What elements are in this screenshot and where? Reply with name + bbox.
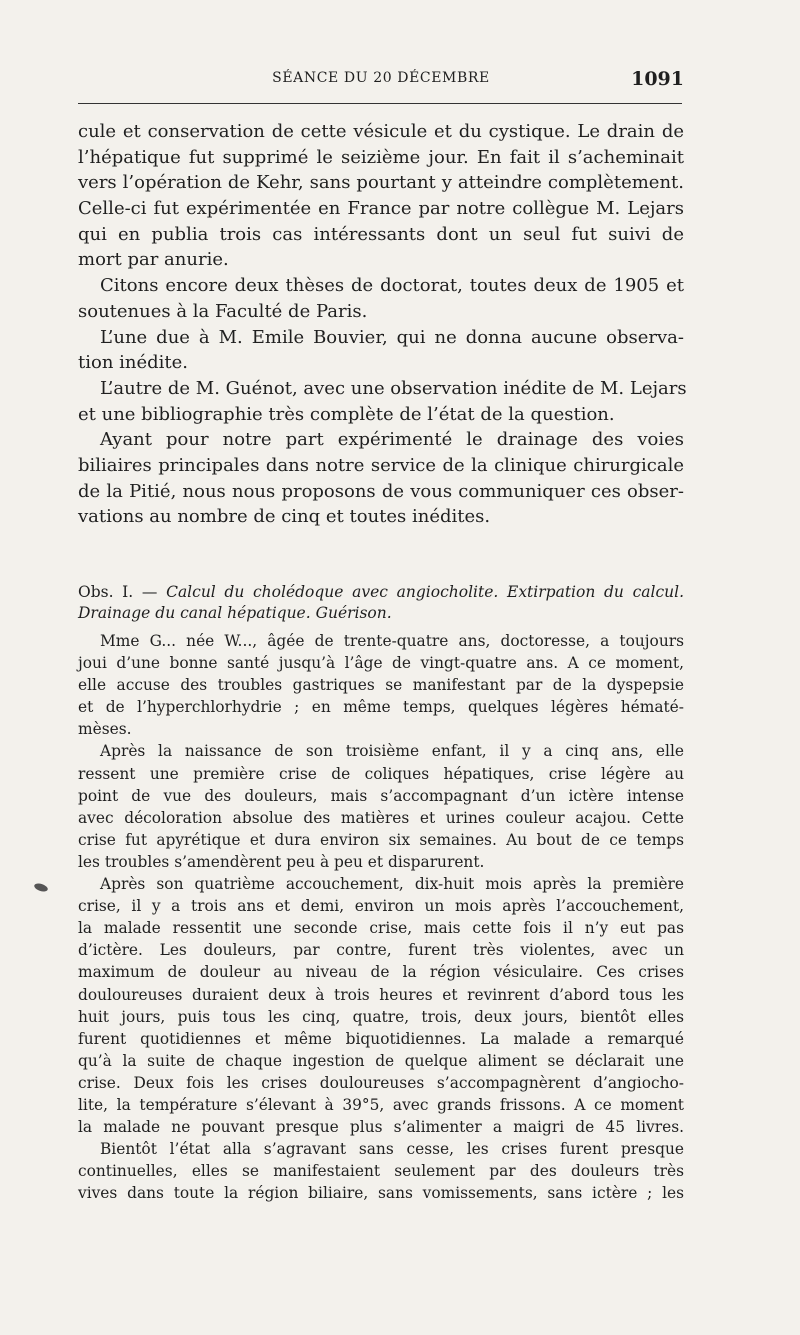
page-header bbox=[78, 62, 684, 92]
text-line: joui d’une bonne santé jusqu’à l’âge de vingt-quatre ans. A ce moment, bbox=[78, 654, 684, 673]
text-line: soutenues à la Faculté de Paris. bbox=[78, 300, 368, 322]
text-line: L’une due à M. Emile Bouvier, qui ne donna aucune observa- bbox=[100, 326, 684, 348]
observation-heading bbox=[78, 582, 684, 624]
text-line: furent quotidiennes et même biquotidiennes. La malade a remarqué bbox=[78, 1029, 684, 1048]
text-line: les troubles s’amendèrent peu à peu et disparurent. bbox=[78, 852, 485, 871]
observation-text bbox=[78, 630, 684, 1204]
text-line: tion inédite. bbox=[78, 352, 189, 374]
text-line: biliaires principales dans notre service de la clinique chirurgicale bbox=[78, 454, 684, 476]
header-rule bbox=[78, 103, 682, 104]
text-line: mèses. bbox=[78, 720, 132, 739]
main-text bbox=[78, 119, 687, 530]
text-line: ressent une première crise de coliques hépatiques, crise légère au bbox=[78, 764, 684, 783]
text-line: la malade ressentit une seconde crise, mais cette fois il n’y eut pas bbox=[78, 919, 684, 938]
ink-blot bbox=[33, 882, 48, 893]
text-line: huit jours, puis tous les cinq, quatre, trois, deux jours, bientôt elles bbox=[78, 1007, 684, 1026]
text-line: et de l’hyperchlorhydrie ; en même temps, quelques légères hématé- bbox=[78, 698, 684, 717]
text-line: avec décoloration absolue des matières et urines couleur acajou. Cette bbox=[78, 808, 684, 827]
text-line: douloureuses duraient deux à trois heures et revinrent d’abord tous les bbox=[78, 985, 684, 1004]
text-line: crise. Deux fois les crises douloureuses s’accompagnèrent d’angiocho- bbox=[78, 1073, 684, 1092]
text-line: cule et conservation de cette vésicule et du cystique. Le drain de bbox=[78, 121, 684, 142]
text-line: crise fut apyrétique et dura environ six semaines. Au bout de ce temps bbox=[78, 830, 684, 849]
text-line: lite, la température s’élevant à 39°5, avec grands frissons. A ce moment bbox=[78, 1095, 684, 1114]
text-line: vives dans toute la région biliaire, sans vomissements, sans ictère ; les bbox=[78, 1184, 684, 1203]
text-line: Après son quatrième accouchement, dix-huit mois après la première bbox=[100, 875, 684, 894]
text-line: qui en publia trois cas intéressants dont un seul fut suivi de bbox=[78, 223, 684, 245]
text-line: Citons encore deux thèses de doctorat, toutes deux de 1905 et bbox=[100, 275, 684, 297]
observation-title: Calcul du cholédoque avec angiocholite. Extirpation du calcul. bbox=[166, 583, 684, 601]
page-number: 1091 bbox=[631, 68, 684, 90]
text-line: mort par anurie. bbox=[78, 249, 229, 271]
text-line: de la Pitié, nous nous proposons de vous communiquer ces obser- bbox=[78, 480, 684, 502]
text-line: Après la naissance de son troisième enfant, il y a cinq ans, elle bbox=[100, 742, 684, 761]
text-line: maximum de douleur au niveau de la région vésiculaire. Ces crises bbox=[78, 963, 684, 982]
text-line: elle accuse des troubles gastriques se manifestant par de la dyspepsie bbox=[78, 676, 684, 695]
text-line: continuelles, elles se manifestaient seulement par des douleurs très bbox=[78, 1162, 684, 1181]
text-line: d’ictère. Les douleurs, par contre, furent très violentes, avec un bbox=[78, 941, 684, 960]
text-line: Bientôt l’état alla s’agravant sans cesse, les crises furent presque bbox=[100, 1140, 684, 1159]
text-line: Celle-ci fut expérimentée en France par notre collègue M. Lejars bbox=[78, 198, 684, 220]
text-line: Ayant pour notre part expérimenté le drainage des voies bbox=[100, 429, 684, 451]
text-line: et une bibliographie très complète de l’état de la question. bbox=[78, 403, 615, 425]
text-line: vers l’opération de Kehr, sans pourtant y atteindre complètement. bbox=[78, 172, 684, 194]
running-title: SÉANCE DU 20 DÉCEMBRE bbox=[272, 70, 490, 86]
text-line: point de vue des douleurs, mais s’accompagnant d’un ictère intense bbox=[78, 786, 684, 805]
text-line: Mme G... née W..., âgée de trente-quatre ans, doctoresse, a toujours bbox=[100, 632, 684, 650]
text-line: la malade ne pouvant presque plus s’alimenter a maigri de 45 livres. bbox=[78, 1118, 684, 1137]
text-line: l’hépatique fut supprimé le seizième jour. En fait il s’acheminait bbox=[78, 146, 684, 168]
text-line: qu’à la suite de chaque ingestion de quelque aliment se déclarait une bbox=[78, 1051, 684, 1070]
text-line: crise, il y a trois ans et demi, environ un mois après l’accouchement, bbox=[78, 897, 684, 916]
text-line: L’autre de M. Guénot, avec une observation inédite de M. Lejars bbox=[100, 377, 687, 399]
text-line: vations au nombre de cinq et toutes inédites. bbox=[78, 506, 491, 528]
observation-label: Obs. I. — bbox=[78, 583, 167, 601]
observation-title-cont: Drainage du canal hépatique. Guérison. bbox=[78, 604, 392, 622]
